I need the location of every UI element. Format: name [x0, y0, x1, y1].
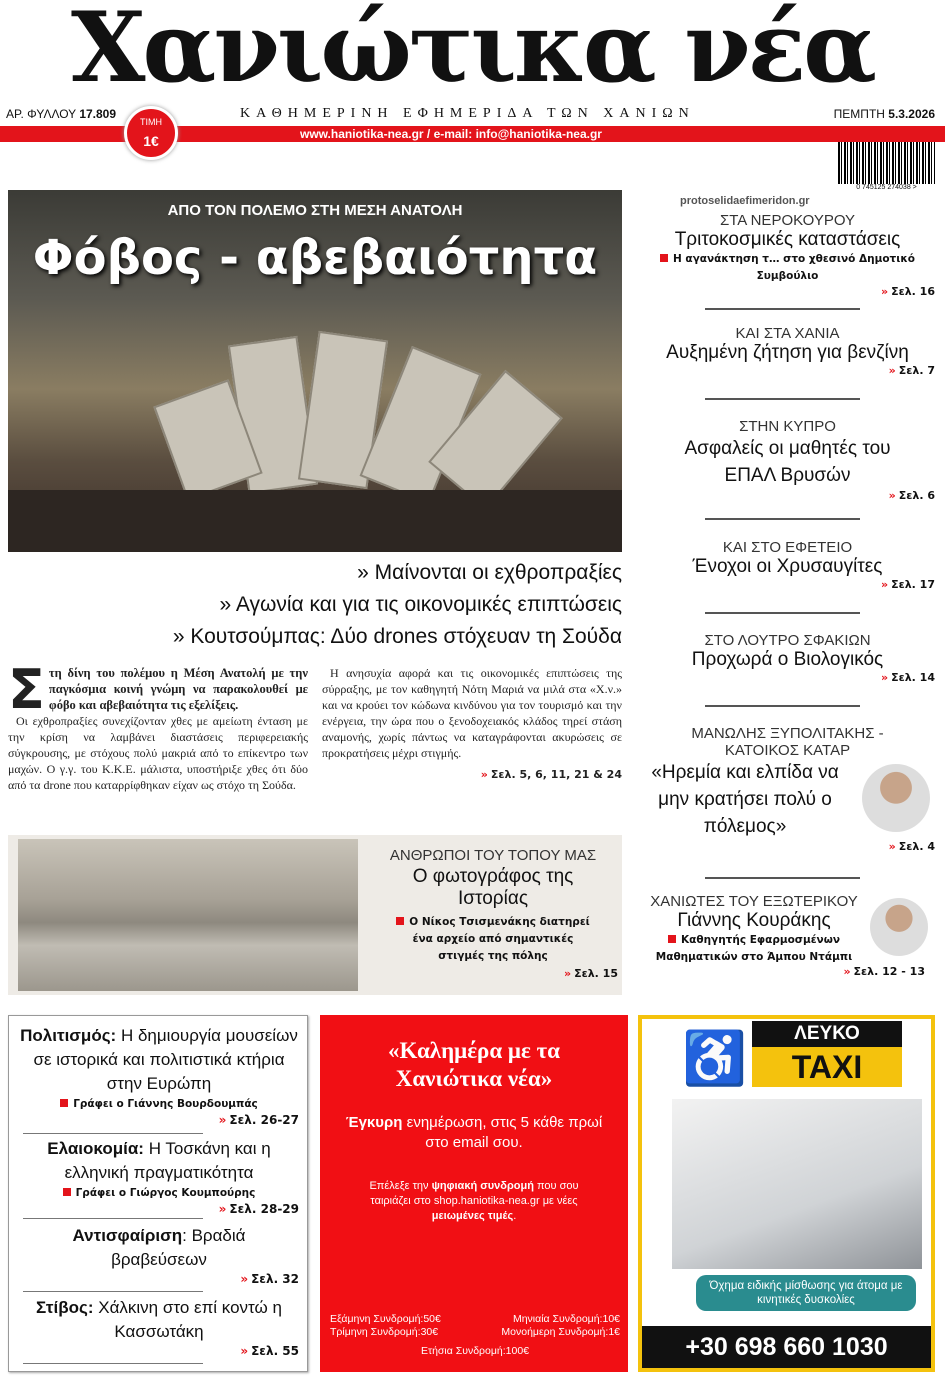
page-ref[interactable]: » Σελ. 14: [880, 671, 935, 684]
divider: [23, 1363, 203, 1364]
page-ref[interactable]: » Σελ. 7: [888, 364, 935, 377]
subscription-ad[interactable]: [320, 1015, 628, 1372]
tagline: ΚΑΘΗΜΕΡΙΝΗ ΕΦΗΜΕΡΙΔΑ ΤΩΝ ΧΑΝΙΩΝ: [240, 106, 695, 121]
hero-headline[interactable]: Φόβος - αβεβαιότητα: [32, 230, 598, 286]
barcode-number: 0 745125 274038 >: [838, 184, 935, 191]
divider: [705, 518, 860, 520]
taxi-top-label: ΛΕΥΚΟ: [752, 1021, 902, 1047]
right-item[interactable]: [640, 212, 935, 298]
feature-item[interactable]: Πολιτισμός: Η δημιουργία μουσείων σε ιστορικά και πολιτιστικά κτήρια στην Ευρώπη Γράφει ο Γιάννης Βουρδουμπάς » Σελ. 26-27: [20, 1026, 299, 1127]
people-text: [368, 847, 618, 980]
feature-item[interactable]: Ελαιοκομία: Η Τοσκάνη και η ελληνική πραγματικότητα Γράφει ο Γιώργος Κουμπούρης » Σελ. 28-29: [47, 1139, 299, 1216]
watermark: protoselidaefimeridon.gr: [680, 195, 810, 207]
right-item[interactable]: [640, 539, 935, 591]
divider: [705, 877, 860, 879]
drop-cap: Σ: [8, 658, 45, 721]
issue-number: [6, 107, 116, 121]
plan: Τρίμηνη Συνδρομή:30€: [330, 1326, 439, 1338]
plan: Ετήσια Συνδρομή:100€: [420, 1345, 530, 1357]
article-lead: τη δίνη του πολέμου η Μέση Ανατολή με την παγκόσμια κοινή γνώμη να παρακολουθεί με φόβο και αβεβαιότητα τις εξελίξεις.: [48, 666, 308, 712]
headline: Ο φωτογράφος της Ιστορίας: [412, 866, 574, 909]
date-value: 5.3.2026: [888, 107, 935, 121]
barcode: [838, 142, 935, 184]
wheelchair-icon: ♿: [682, 1030, 747, 1088]
hero-bullet: » Κουτσούμπας: Δύο drones στόχευαν τη Σούδα: [172, 625, 622, 648]
right-item[interactable]: [640, 418, 935, 502]
headline: Ασφαλείς οι μαθητές του ΕΠΑΛ Βρυσών: [684, 438, 891, 486]
divider: [705, 308, 860, 310]
subhead: Ο Νίκος Τσισμενάκης διατηρεί ένα αρχείο από σημαντικές στιγμές της πόλης: [393, 914, 593, 965]
page-ref[interactable]: » Σελ. 16: [880, 285, 935, 298]
page-ref[interactable]: » Σελ. 15: [563, 967, 618, 980]
divider: [23, 1291, 203, 1292]
subhead: Καθηγητής Εφαρμοσμένων Μαθηματικών στο Άμπου Ντάμπι: [655, 934, 853, 963]
website-link[interactable]: www.haniotika-nea.gr / e-mail: info@haniotika-nea.gr: [300, 127, 602, 141]
right-item[interactable]: [640, 325, 935, 377]
page-ref[interactable]: » Σελ. 4: [888, 840, 935, 853]
article-paragraph: Οι εχθροπραξίες συνεχίζονταν χθες με αμείωτη ένταση με την κρίση να λαμβάνει διαστάσεις περιφερειακής σύγκρουσης, με στόχους πολύ μακριά από το επίκεντρο των μαχών. Ο γ.γ. του Κ.Κ.Ε. μάλιστα, υποστήριξε χθες ότι δύο από τα drone που καταρρίφθηκαν είχαν ως στόχο τη Σούδα.: [8, 714, 308, 792]
divider: [705, 398, 860, 400]
kicker: ΚΑΙ ΣΤΑ ΧΑΝΙΑ: [735, 325, 840, 342]
page-ref-text: Σελ. 5, 6, 11, 21 & 24: [490, 768, 622, 781]
headline: Αυξημένη ζήτηση για βενζίνη: [666, 342, 909, 363]
price-label: ΤΙΜΗ: [140, 117, 162, 127]
headline: Ένοχοι οι Χρυσαυγίτες: [692, 556, 883, 577]
right-item[interactable]: [640, 632, 935, 684]
kicker: ΣΤΟ ΛΟΥΤΡΟ ΣΦΑΚΙΩΝ: [704, 632, 871, 649]
headline: Τριτοκοσμικές καταστάσεις: [674, 229, 901, 250]
boat-photo: [18, 839, 358, 991]
page-ref[interactable]: » Σελ. 17: [880, 578, 935, 591]
right-item[interactable]: [640, 893, 935, 978]
headline: «Ηρεμία και ελπίδα να μην κρατήσει πολύ ο πόλεμος»: [651, 762, 839, 837]
kicker: ΚΑΙ ΣΤΟ ΕΦΕΤΕΙΟ: [722, 539, 853, 556]
kicker: ΧΑΝΙΩΤΕΣ ΤΟΥ ΕΞΩΤΕΡΙΚΟΥ: [650, 893, 858, 910]
date: [834, 107, 935, 121]
kicker: ΣΤΑ ΝΕΡΟΚΟΥΡΟΥ: [719, 212, 856, 229]
feature-item[interactable]: Στίβος: Χάλκινη στο επί κοντώ η Κασσωτάκη » Σελ. 55: [36, 1298, 299, 1358]
ad-line: Έγκυρη ενημέρωση, στις 5 κάθε πρωί στο email σου.: [345, 1114, 603, 1151]
taxi-brand: TAXI: [791, 1049, 863, 1085]
price-badge: [124, 106, 178, 160]
kicker: ΣΤΗΝ ΚΥΠΡΟ: [739, 418, 836, 435]
divider: [23, 1218, 203, 1219]
hero-bullet: » Μαίνονται οι εχθροπραξίες: [357, 561, 622, 584]
taxi-ad[interactable]: [638, 1015, 935, 1372]
people-feature[interactable]: [8, 835, 622, 995]
page-ref[interactable]: » Σελ. 12 - 13: [843, 965, 925, 978]
plans: [330, 1313, 620, 1358]
ad-title: «Καλημέρα με τα Χανιώτικα νέα»: [388, 1038, 560, 1091]
divider: [23, 1133, 203, 1134]
headline: Προχωρά ο Βιολογικός: [691, 649, 884, 670]
plan: Μηνιαία Συνδρομή:10€: [512, 1313, 620, 1325]
taxi-photo: [672, 1099, 922, 1269]
features-box: [8, 1015, 308, 1372]
taxi-phone[interactable]: +30 698 660 1030: [642, 1326, 931, 1368]
ad-offer: Επέλεξε την ψηφιακή συνδρομή που σου ταιριάζει στο shop.haniotika-nea.gr με νέες μειωμένες τιμές.: [369, 1180, 579, 1222]
article-paragraph: Η ανησυχία αφορά και τις οικονομικές επιπτώσεις της σύρραξης, με τον καθηγητή Νότη Μαριά να μιλά στα «Χ.ν.» και να κρούει τον κώδωνα κινδύνου για τον τουρισμό και την ενέργεια, την ώρα που ο ξενοδοχειακός κλάδος τηρεί στάση αναμονής, χωρίς πάντως να καταγράφονται ακυρώσεις σε προκρατήσεις μέχρι στιγμής.: [322, 666, 622, 760]
plan: Εξάμηνη Συνδρομή:50€: [330, 1313, 441, 1325]
price-value: 1€: [143, 133, 159, 149]
issue-label: ΑΡ. ΦΥΛΛΟΥ: [6, 107, 76, 121]
hero-bullet: » Αγωνία και για τις οικονομικές επιπτώσεις: [219, 593, 622, 616]
page-ref[interactable]: » Σελ. 6: [888, 489, 935, 502]
subhead: Η αγανάκτηση τ… στο χθεσινό Δημοτικό Συμβούλιο: [658, 251, 918, 285]
right-item[interactable]: [640, 725, 935, 853]
article-col-1: [8, 658, 308, 793]
day: ΠΕΜΠΤΗ: [833, 107, 885, 121]
masthead-logo: Χανιώτικα νέα: [71, 0, 874, 104]
hero-kicker: ΑΠΟ ΤΟΝ ΠΟΛΕΜΟ ΣΤΗ ΜΕΣΗ ΑΝΑΤΟΛΗ: [167, 202, 463, 219]
kicker: ΜΑΝΩΛΗΣ ΞΥΠΟΛΙΤΑΚΗΣ - ΚΑΤΟΙΚΟΣ ΚΑΤΑΡ: [691, 725, 884, 759]
headline: Γιάννης Κουράκης: [677, 910, 831, 931]
issue-value: 17.809: [79, 107, 117, 121]
divider: [705, 705, 860, 707]
kicker: ΑΝΘΡΩΠΟΙ ΤΟΥ ΤΟΠΟΥ ΜΑΣ: [389, 847, 597, 864]
feature-item[interactable]: Αντισφαίριση: Βραδιά βραβεύσεων » Σελ. 32: [72, 1226, 299, 1286]
divider: [705, 612, 860, 614]
taxi-caption: Όχημα ειδικής μίσθωσης για άτομα με κινητικές δυσκολίες: [696, 1275, 916, 1311]
article-col-2: [322, 665, 622, 783]
plan: Μονοήμερη Συνδρομή:1€: [501, 1326, 620, 1338]
page-ref[interactable]: » Σελ. 5, 6, 11, 21 & 24: [480, 768, 622, 781]
